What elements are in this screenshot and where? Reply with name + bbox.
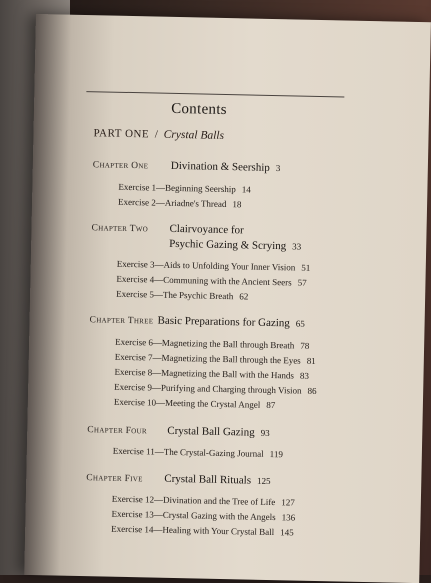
exercise-title: Exercise 3—Aids to Unfolding Your Inner Vision bbox=[116, 258, 296, 273]
exercise-title: Exercise 1—Beginning Seership bbox=[118, 181, 236, 195]
header-rule bbox=[86, 91, 344, 97]
exercise-entry bbox=[114, 367, 309, 381]
exercise-title: Exercise 4—Communing with the Ancient Seers bbox=[116, 273, 292, 288]
book-page bbox=[24, 14, 431, 583]
chapter-page: 93 bbox=[260, 427, 270, 438]
part-label: PART ONE bbox=[93, 127, 150, 141]
exercise-title: Exercise 6—Magnetizing the Ball through Breath bbox=[115, 336, 295, 351]
exercise-entry bbox=[114, 397, 276, 410]
part-title: Crystal Balls bbox=[163, 128, 225, 142]
exercise-page: 51 bbox=[301, 262, 311, 273]
exercise-title: Exercise 13—Crystal Gazing with the Angels bbox=[111, 508, 276, 523]
exercise-page: 86 bbox=[307, 385, 317, 396]
exercise-entry bbox=[112, 494, 295, 508]
exercise-page: 119 bbox=[269, 448, 283, 460]
exercise-title: Exercise 11—The Crystal-Gazing Journal bbox=[112, 445, 264, 459]
page-title: Contents bbox=[171, 100, 228, 119]
exercise-title: Exercise 14—Healing with Your Crystal Ball bbox=[111, 523, 275, 538]
exercise-page: 57 bbox=[297, 277, 307, 288]
chapter-label: Chapter One bbox=[92, 160, 149, 172]
exercise-entry bbox=[114, 382, 317, 396]
exercise-title: Exercise 10—Meeting the Crystal Angel bbox=[113, 396, 261, 410]
chapter-title-text: Crystal Ball Gazing bbox=[167, 424, 255, 439]
chapter-title bbox=[169, 223, 243, 237]
exercise-page: 145 bbox=[280, 527, 294, 538]
exercise-title: Exercise 8—Magnetizing the Ball with the Hands bbox=[114, 366, 295, 381]
exercise-title: Exercise 5—The Psychic Breath bbox=[116, 288, 234, 302]
exercise-title: Exercise 7—Magnetizing the Ball through the Eyes bbox=[114, 351, 301, 366]
chapter-title-text: Basic Preparations for Gazing bbox=[157, 314, 290, 330]
exercise-entry bbox=[111, 524, 294, 538]
chapter-title bbox=[157, 315, 304, 330]
exercise-title: Exercise 12—Divination and the Tree of Life bbox=[111, 493, 276, 508]
exercise-entry bbox=[115, 352, 316, 366]
exercise-entry bbox=[118, 197, 242, 210]
part-heading bbox=[93, 127, 224, 142]
exercise-page: 83 bbox=[299, 370, 310, 381]
chapter-title bbox=[169, 238, 301, 253]
chapter-page: 3 bbox=[275, 163, 281, 174]
chapter-label: Chapter Three bbox=[89, 315, 154, 327]
chapter-label: Chapter Two bbox=[91, 223, 149, 235]
part-separator: / bbox=[154, 128, 159, 141]
chapter-page: 65 bbox=[295, 318, 305, 329]
exercise-entry bbox=[118, 182, 251, 195]
chapter-page: 125 bbox=[256, 475, 271, 487]
exercise-page: 136 bbox=[281, 512, 296, 523]
exercise-page: 14 bbox=[241, 184, 251, 195]
exercise-title: Exercise 2—Ariadne's Thread bbox=[117, 196, 227, 210]
exercise-entry bbox=[113, 446, 283, 460]
exercise-page: 62 bbox=[239, 291, 249, 302]
exercise-page: 78 bbox=[300, 340, 310, 351]
exercise-entry bbox=[111, 509, 295, 523]
exercise-entry bbox=[116, 274, 306, 288]
exercise-page: 127 bbox=[281, 497, 295, 508]
chapter-label: Chapter Four bbox=[87, 425, 147, 437]
exercise-entry bbox=[115, 337, 309, 351]
exercise-entry bbox=[117, 259, 311, 273]
chapter-title-text: Crystal Ball Rituals bbox=[164, 472, 252, 487]
exercise-page: 81 bbox=[306, 355, 316, 366]
exercise-title: Exercise 9—Purifying and Charging through Vision bbox=[114, 381, 302, 396]
chapter-title bbox=[171, 160, 281, 174]
chapter-page: 33 bbox=[292, 241, 302, 252]
exercise-page: 87 bbox=[266, 399, 276, 411]
chapter-title-line1: Clairvoyance for bbox=[169, 222, 244, 237]
exercise-entry bbox=[116, 289, 248, 302]
chapter-label: Chapter Five bbox=[86, 473, 143, 485]
chapter-title bbox=[164, 473, 271, 487]
chapter-title bbox=[167, 425, 270, 439]
exercise-page: 18 bbox=[232, 199, 242, 210]
chapter-title-text: Divination & Seership bbox=[170, 159, 270, 174]
chapter-title-line2: Psychic Gazing & Scrying bbox=[169, 237, 287, 253]
